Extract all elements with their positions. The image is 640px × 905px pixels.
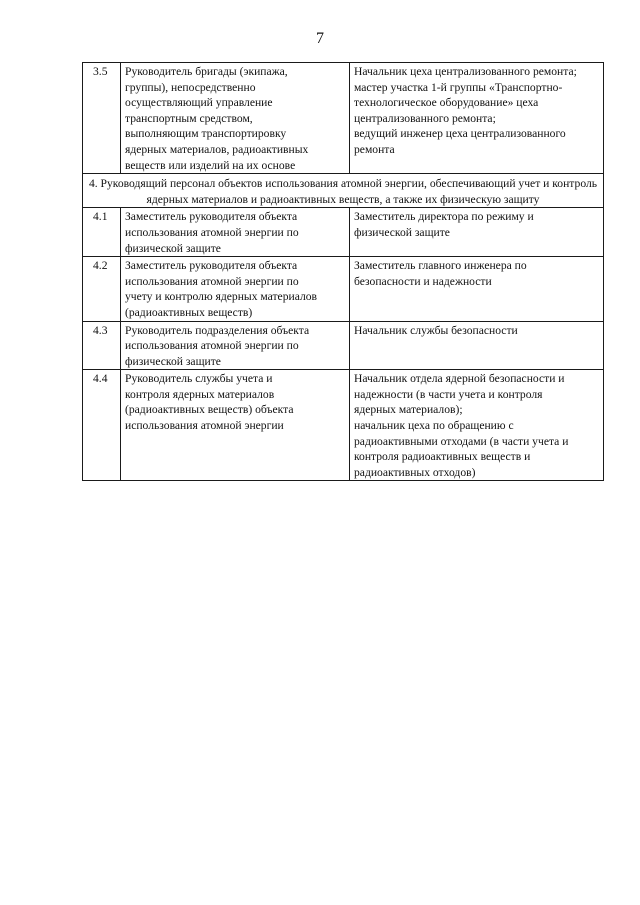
equivalent-position: Начальник цеха централизованного ремонта; мастер участка 1-й группы «Транспортно- технологическое оборудование» цеха централизованного ремонта; ведущий инженер цеха централизованного ремонта bbox=[350, 63, 604, 174]
table-row-3-5 bbox=[83, 63, 604, 174]
row-number: 4.4 bbox=[83, 370, 121, 481]
table-row-4-3 bbox=[83, 321, 604, 370]
position-title: Заместитель руководителя объекта использования атомной энергии по физической защите bbox=[121, 208, 350, 257]
position-title: Руководитель службы учета и контроля ядерных материалов (радиоактивных веществ) объекта использования атомной энергии bbox=[121, 370, 350, 481]
equivalent-position: Заместитель директора по режиму и физической защите bbox=[350, 208, 604, 257]
section-header-row bbox=[83, 174, 604, 208]
row-number: 3.5 bbox=[83, 63, 121, 174]
position-title: Руководитель бригады (экипажа, группы), непосредственно осуществляющий управление транспортным средством, выполняющим транспортировку ядерных материалов, радиоактивных веществ или изделий на их основе bbox=[121, 63, 350, 174]
equivalent-position: Начальник службы безопасности bbox=[350, 321, 604, 370]
row-number: 4.2 bbox=[83, 257, 121, 321]
page-number: 7 bbox=[316, 30, 324, 47]
position-title: Заместитель руководителя объекта использования атомной энергии по учету и контролю ядерных материалов (радиоактивных веществ) bbox=[121, 257, 350, 321]
row-number: 4.1 bbox=[83, 208, 121, 257]
section-heading: 4. Руководящий персонал объектов использования атомной энергии, обеспечивающий учет и контроль ядерных материалов и радиоактивных веществ, а также их физическую защиту bbox=[83, 174, 604, 208]
equivalent-position: Начальник отдела ядерной безопасности и надежности (в части учета и контроля ядерных материалов); начальник цеха по обращению с радиоактивными отходами (в части учета и контроля радиоактивных веществ и радиоактивных отходов) bbox=[350, 370, 604, 481]
table-row-4-2 bbox=[83, 257, 604, 321]
positions-table bbox=[82, 62, 604, 481]
row-number: 4.3 bbox=[83, 321, 121, 370]
equivalent-position: Заместитель главного инженера по безопасности и надежности bbox=[350, 257, 604, 321]
table-row-4-1 bbox=[83, 208, 604, 257]
position-title: Руководитель подразделения объекта использования атомной энергии по физической защите bbox=[121, 321, 350, 370]
table-row-4-4 bbox=[83, 370, 604, 481]
